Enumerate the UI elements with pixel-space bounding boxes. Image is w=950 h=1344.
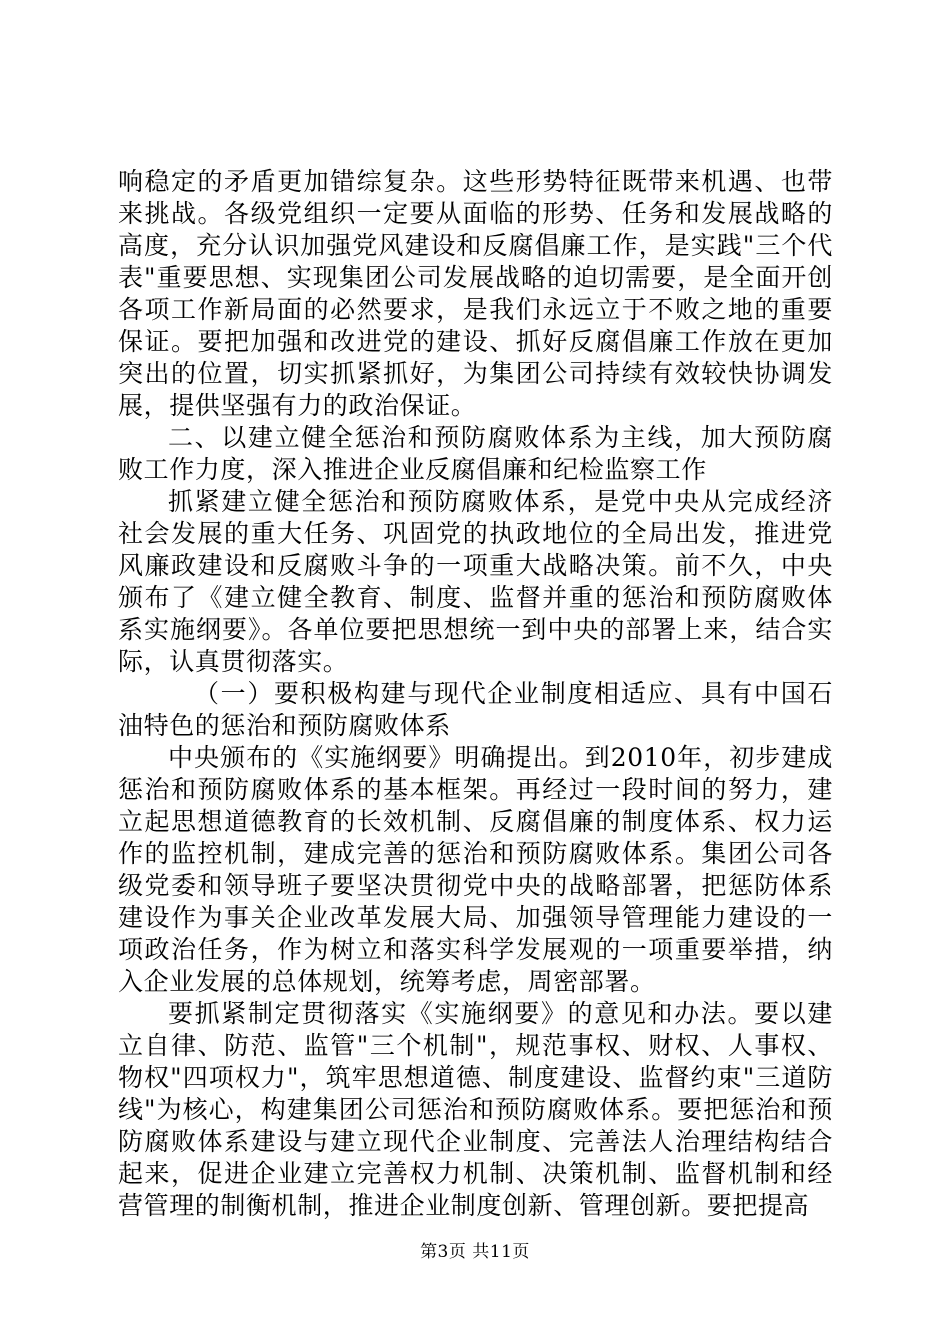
paragraph-continuation: 响稳定的矛盾更加错综复杂。这些形势特征既带来机遇、也带来挑战。各级党组织一定要从面临的形势、任务和发展战略的高度，充分认识加强党风建设和反腐倡廉工作，是实践"三个代表"重要思想、实现集团公司发展战略的迫切需要，是全面开创各项工作新局面的必然要求，是我们永远立于不败之地的重要保证。要把加强和改进党的建设、抓好反腐倡廉工作放在更加突出的位置，切实抓紧抓好，为集团公司持续有效较快协调发展，提供坚强有力的政治保证。 [118, 167, 833, 420]
paragraph-implementation: 要抓紧制定贯彻落实《实施纲要》的意见和办法。要以建立自律、防范、监管"三个机制"，规范事权、财权、人事权、物权"四项权力"，筑牢思想道德、制度建设、监督约束"三道防线"为核心，构建集团公司惩治和预防腐败体系。要把惩治和预防腐败体系建设与建立现代企业制度、完善法人治理结构结合起来，促进企业建立完善权力机制、决策机制、监督机制和经营管理的制衡机制，推进企业制度创新、管理创新。要把提高 [118, 999, 833, 1220]
document-body [118, 166, 833, 1222]
subsection-heading-one: （一）要积极构建与现代企业制度相适应、具有中国石油特色的惩治和预防腐败体系 [118, 679, 833, 740]
paragraph-system-intro: 抓紧建立健全惩治和预防腐败体系，是党中央从完成经济社会发展的重大任务、巩固党的执政地位的全局出发，推进党风廉政建设和反腐败斗争的一项重大战略决策。前不久，中央颁布了《建立健全教育、制度、监督并重的惩治和预防腐败体系实施纲要》。各单位要把思想统一到中央的部署上来，结合实际，认真贯彻落实。 [118, 487, 833, 676]
page-number-footer: 第3页 共11页 [420, 1242, 530, 1262]
paragraph-outline-goals: 中央颁布的《实施纲要》明确提出。到2010年，初步建成惩治和预防腐败体系的基本框架。再经过一段时间的努力，建立起思想道德教育的长效机制、反腐倡廉的制度体系、权力运作的监控机制，建成完善的惩治和预防腐败体系。集团公司各级党委和领导班子要坚决贯彻党中央的战略部署，把惩防体系建设作为事关企业改革发展大局、加强领导管理能力建设的一项政治任务，作为树立和落实科学发展观的一项重要举措，纳入企业发展的总体规划，统筹考虑，周密部署。 [118, 743, 833, 996]
section-heading-two: 二、以建立健全惩治和预防腐败体系为主线，加大预防腐败工作力度，深入推进企业反腐倡廉和纪检监察工作 [118, 423, 833, 484]
